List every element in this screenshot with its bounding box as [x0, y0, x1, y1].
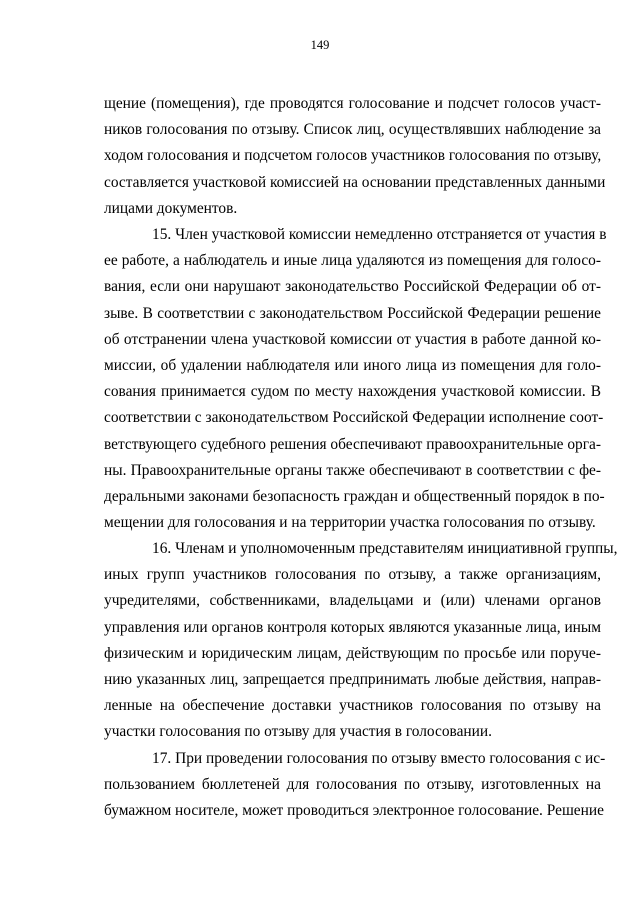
text-line: пользованием бюллетеней для голосования по отзыву, изготовленных на: [104, 776, 601, 794]
text-line: зыве. В соответствии с законодательством Российской Федерации решение: [104, 304, 601, 322]
text-line: лицами документов.: [104, 199, 238, 217]
text-line: деральными законами безопасность граждан и общественный порядок в по-: [104, 487, 605, 505]
text-line: составляется участковой комиссией на основании представленных данными: [104, 173, 606, 191]
text-line: участки голосования по отзыву для участия в голосовании.: [104, 723, 492, 741]
text-line: 16. Членам и уполномоченным представителям инициативной группы,: [152, 540, 618, 557]
paragraph-17: [104, 746, 606, 825]
text-line: об отстранении члена участковой комиссии от участия в работе данной ко-: [104, 330, 601, 348]
paragraph-16: [104, 536, 618, 746]
text-line: управления или органов контроля которых являются указанные лица, иным: [104, 618, 601, 636]
text-line: ходом голосования и подсчетом голосов участников голосования по отзыву,: [104, 147, 602, 165]
text-line: ее работе, а наблюдатель и иные лица удаляются из помещения для голосо-: [104, 252, 601, 270]
text-line: 15. Член участковой комиссии немедленно отстраняется от участия в: [152, 226, 607, 243]
text-line: ников голосования по отзыву. Список лиц, осуществлявших наблюдение за: [104, 121, 601, 139]
text-line: иных групп участников голосования по отзыву, а также организациям,: [104, 566, 601, 584]
text-line: бумажном носителе, может проводиться электронное голосование. Решение: [104, 802, 604, 820]
text-line: соответствии с законодательством Российской Федерации исполнение соот-: [104, 409, 604, 427]
text-line: сования принимается судом по месту нахождения участковой комиссии. В: [104, 383, 601, 401]
text-line: нию указанных лиц, запрещается предпринимать любые действия, направ-: [104, 670, 601, 688]
page-number: 149: [310, 38, 330, 52]
text-line: ленные на обеспечение доставки участников голосования по отзыву на: [104, 697, 601, 715]
text-line: ны. Правоохранительные органы также обеспечивают в соответствии с фе-: [104, 461, 601, 479]
paragraph-15: [104, 222, 607, 536]
text-line: учредителями, собственниками, владельцами и (или) членами органов: [104, 592, 601, 610]
text-line: мещении для голосования и на территории участка голосования по отзыву.: [104, 514, 596, 532]
text-line: миссии, об удалении наблюдателя или иного лица из помещения для голо-: [104, 356, 601, 374]
paragraph-continuation: [104, 91, 606, 222]
text-line: 17. При проведении голосования по отзыву вместо голосования с ис-: [152, 750, 606, 767]
text-line: физическим и юридическим лицам, действующим по просьбе или поруче-: [104, 644, 601, 662]
text-line: ветствующего судебного решения обеспечивают правоохранительные орга-: [104, 435, 602, 453]
text-line: щение (помещения), где проводятся голосование и подсчет голосов участ-: [104, 95, 601, 112]
text-line: вания, если они нарушают законодательство Российской Федерации об от-: [104, 278, 601, 296]
